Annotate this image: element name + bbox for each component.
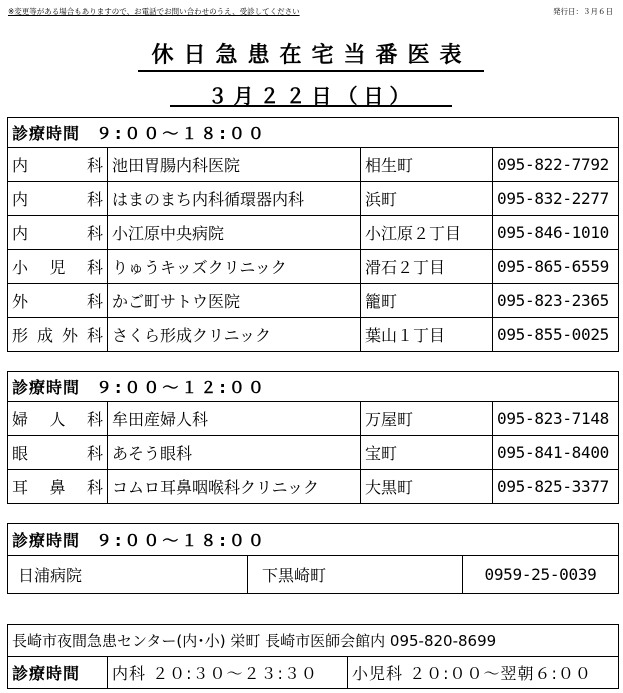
department: 小児科: [8, 250, 108, 284]
area: 滑石２丁目: [361, 250, 493, 284]
title-underline: [138, 70, 484, 72]
hours-label: 診療時間: [12, 531, 81, 550]
area: 宝町: [361, 436, 493, 470]
night-center-table: [7, 624, 619, 689]
section-3-header: [8, 524, 619, 556]
clinic-name: 小江原中央病院: [108, 216, 361, 250]
area: 葉山１丁目: [361, 318, 493, 352]
clinic-name: あそう眼科: [108, 436, 361, 470]
table-row: [8, 556, 619, 594]
phone-number: 095-823-7148: [493, 402, 619, 436]
phone-number: 095-865-6559: [493, 250, 619, 284]
notice-text: ※変更等がある場合もありますので、お電話でお問い合わせのうえ、受診してください: [8, 7, 300, 16]
department: 耳鼻科: [8, 470, 108, 504]
section-1-table: [7, 117, 619, 352]
table-row: [8, 182, 619, 216]
date-underline: [170, 105, 452, 107]
table-row: [8, 318, 619, 352]
department: 外科: [8, 284, 108, 318]
clinic-name: コムロ耳鼻咽喉科クリニック: [108, 470, 361, 504]
table-row: [8, 148, 619, 182]
hours-label: 診療時間: [8, 657, 108, 689]
table-row: [8, 250, 619, 284]
department: 内科: [8, 148, 108, 182]
pediatrics-hours: 小児科 ２０:００〜翌朝６:００: [348, 657, 619, 689]
clinic-name: はまのまち内科循環器内科: [108, 182, 361, 216]
phone-number: 0959-25-0039: [463, 556, 619, 594]
phone-number: 095-855-0025: [493, 318, 619, 352]
area: 大黒町: [361, 470, 493, 504]
area: 籠町: [361, 284, 493, 318]
area: 小江原２丁目: [361, 216, 493, 250]
section-3-table: [7, 523, 619, 594]
table-row: [8, 470, 619, 504]
phone-number: 095-841-8400: [493, 436, 619, 470]
area: 万屋町: [361, 402, 493, 436]
department: 眼科: [8, 436, 108, 470]
table-row: [8, 402, 619, 436]
hours-value: ９:００〜１２:００: [96, 378, 267, 397]
clinic-name: かご町サトウ医院: [108, 284, 361, 318]
section-2-header: [8, 372, 619, 402]
clinic-name: りゅうキッズクリニック: [108, 250, 361, 284]
page-title: 休日急患在宅当番医表: [151, 43, 472, 68]
clinic-name: 牟田産婦人科: [108, 402, 361, 436]
issue-date: 発行日：３月６日: [553, 7, 613, 16]
table-row: [8, 284, 619, 318]
phone-number: 095-825-3377: [493, 470, 619, 504]
duty-date: ３月２２日（日）: [207, 84, 416, 108]
area: 下黒崎町: [248, 556, 463, 594]
hospital-name: 日浦病院: [8, 556, 248, 594]
department: 内科: [8, 216, 108, 250]
phone-number: 095-846-1010: [493, 216, 619, 250]
department: 内科: [8, 182, 108, 216]
night-center-info: 長崎市夜間急患センター(内･小) 栄町 長崎市医師会館内 095-820-8699: [8, 625, 619, 657]
clinic-name: さくら形成クリニック: [108, 318, 361, 352]
department: 形成外科: [8, 318, 108, 352]
hours-value: ９:００〜１８:００: [96, 124, 267, 143]
table-row: [8, 436, 619, 470]
clinic-name: 池田胃腸内科医院: [108, 148, 361, 182]
section-2-table: [7, 371, 619, 504]
section-1-header: [8, 118, 619, 148]
phone-number: 095-832-2277: [493, 182, 619, 216]
department: 婦人科: [8, 402, 108, 436]
internal-medicine-hours: 内科 ２０:３０〜２３:３０: [108, 657, 348, 689]
table-row: [8, 216, 619, 250]
area: 浜町: [361, 182, 493, 216]
phone-number: 095-822-7792: [493, 148, 619, 182]
hours-value: ９:００〜１８:００: [96, 531, 267, 550]
hours-label: 診療時間: [12, 378, 81, 397]
hours-label: 診療時間: [12, 124, 81, 143]
phone-number: 095-823-2365: [493, 284, 619, 318]
area: 相生町: [361, 148, 493, 182]
